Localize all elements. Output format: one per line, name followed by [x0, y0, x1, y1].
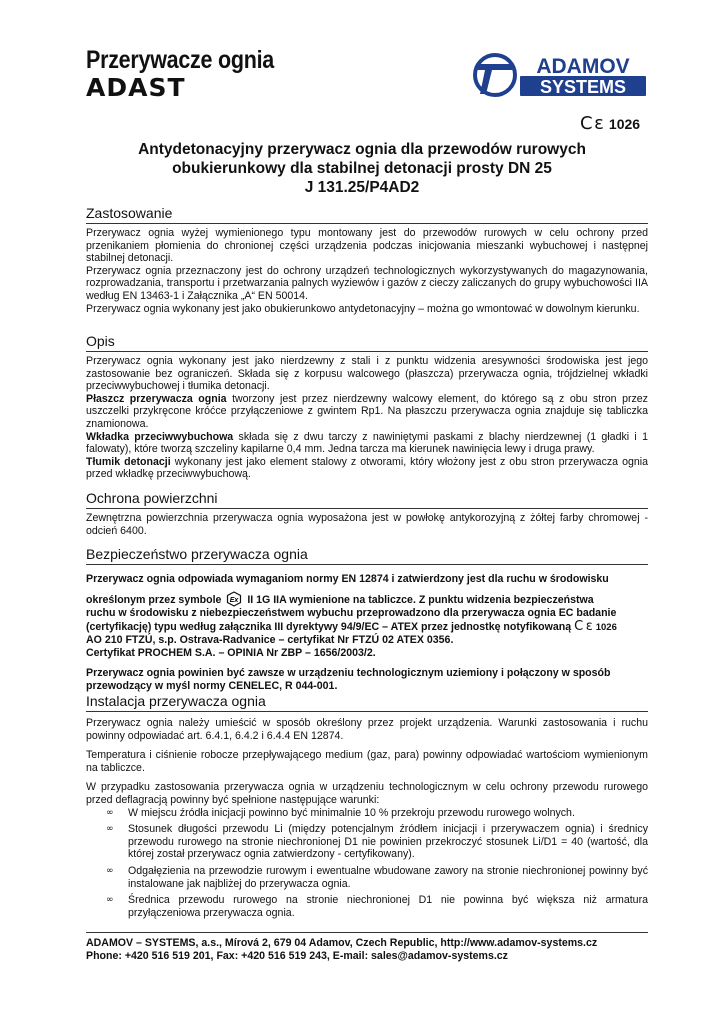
adamov-systems-logo: [472, 52, 648, 98]
section-heading: Ochrona powierzchni: [86, 490, 648, 509]
paragraph: [86, 393, 648, 431]
term: Tłumik detonacji: [86, 455, 171, 468]
section-ochrona: [86, 490, 648, 537]
paragraph: Przerywacz ognia wykonany jest jako nierdzewny z stali i z punktu widzenia aresywności środowiska jest jego zastosowanie bez ograniczeń. Składa się z korpusu walcowego (płaszcza) przerywacza ognia, trójdzielnej wkładki przeciwwybuchowej i tłumika detonacji.: [86, 355, 648, 393]
paragraph: Certyfikat PROCHEM S.A. – OPINIA Nr ZBP – 1656/2003/2.: [86, 647, 376, 659]
term: Wkładka przeciwwybuchowa: [86, 430, 234, 443]
conditions-list: [86, 807, 648, 920]
text: (certyfikację) typu według załącznika III dyrektywy 94/9/EC – ATEX przez jednostkę notyfikowaną: [86, 621, 572, 633]
paragraph: W przypadku zastosowania przerywacza ognia w urządzeniu technologicznym w celu ochrony przewodu rurowego przed deflagracją powinny być spełnione następujące warunki:: [86, 781, 648, 806]
paragraph: Przerywacz ognia wyżej wymienionego typu montowany jest do przewodów rurowych w celu ochrony przed przenikaniem płomienia do chronionej części urządzenia podczas inicjowania mieszanki wybuchowej i następnej stabilnej detonacji.: [86, 227, 648, 265]
bullet-icon: ∞: [106, 865, 114, 876]
list-item: [86, 823, 648, 861]
list-item-text: Odgałęzienia na przewodzie rurowym i ewentualne wbudowane zawory na stronie niechronionej powinny być instalowane jak najbliżej do przerywacza ognia.: [128, 864, 648, 890]
ce-number: 1026: [595, 622, 617, 633]
section-heading: Zastosowanie: [86, 205, 648, 224]
document-title: [86, 140, 638, 197]
list-item-text: Stosunek długości przewodu Li (między potencjalnym źródłem inicjacji i przerywaczem ognia) i średnicy przewodu rurowego na stronie niechronionej D1 nie powinien przekroczyć stosunek Li/D1 = 40 (wartość, dla której został przerywacz ognia zatwierdzony - certyfikowany).: [128, 823, 648, 861]
bullet-icon: ∞: [106, 807, 114, 818]
text: określonym przez symbole: [86, 594, 222, 606]
ce-mark: [580, 113, 640, 134]
paragraph: Przerywacz ognia odpowiada wymaganiom normy EN 12874 i zatwierdzony jest dla ruchu w środowisku: [86, 573, 609, 585]
logo-line1: ADAMOV: [536, 55, 630, 78]
svg-text:Ex: Ex: [230, 597, 239, 604]
list-item-text: W miejscu źródła inicjacji powinno być minimalnie 10 % przekroju przewodu rurowego wolnych.: [128, 806, 575, 819]
adast-brand: ADAST: [86, 73, 186, 102]
paragraph-text: tworzony jest przez nierdzewny walcowy element, do którego są z obu stron przez uszczelki przykręcone króćce przyłączeniowe z gwintem Rp1. Na płaszczu przerywacza ognia znajduje się tabliczka znamionowa.: [86, 392, 648, 430]
ex-hexagon-icon: [226, 591, 242, 607]
paragraph-text: składa się z dwu tarczy z nawiniętymi paskami z blachy nierdzewnej (1 gładki i 1 falowaty), które tworzą szczeliny kapilarne 0,4 mm. Jedna tarcza ma kierunek nawinięcia lewy i druga prawy.: [86, 430, 648, 456]
list-item: [86, 865, 648, 890]
bullet-icon: ∞: [106, 824, 114, 835]
paragraph: [86, 620, 648, 634]
paragraph: [86, 431, 648, 456]
bullet-icon: ∞: [106, 895, 114, 906]
title-line-3: J 131.25/P4AD2: [304, 179, 420, 196]
term: Płaszcz przerywacza ognia: [86, 392, 227, 405]
paragraph: [86, 591, 648, 607]
page-footer: [86, 932, 648, 963]
logo-line2: SYSTEMS: [539, 77, 627, 97]
page-header-title: Przerywacze ognia: [86, 46, 275, 74]
paragraph: Przerywacz ognia wykonany jest jako obukierunkowo antydetonacyjny – można go wmontować w dowolnym kierunku.: [86, 302, 640, 315]
list-item: [86, 807, 648, 820]
paragraph: Przerywacz ognia należy umieścić w sposób określony przez projekt urządzenia. Warunki zastosowania i ruchu powinny odpowiadać art. 6.4.1, 6.4.2 i 6.4.4 EN 12874.: [86, 717, 648, 742]
paragraph: Temperatura i ciśnienie robocze przepływającego medium (gaz, para) powinny odpowiadać wartościom wymienionym na tabliczce.: [86, 749, 648, 774]
section-instalacja: [86, 693, 648, 923]
section-zastosowanie: [86, 205, 648, 315]
section-heading: Bezpieczeństwo przerywacza ognia: [86, 546, 648, 565]
ce-icon: C ε: [574, 619, 593, 634]
section-opis: [86, 333, 648, 481]
section-heading: Instalacja przerywacza ognia: [86, 693, 648, 712]
section-bezpieczenstwo: [86, 546, 648, 693]
text: II 1G IIA wymienione na tabliczce. Z punktu widzenia bezpieczeństwa: [244, 594, 594, 606]
paragraph: Zewnętrzna powierzchnia przerywacza ognia wyposażona jest w powłokę antykorozyjną z żółtej farby chromowej - odcień 6400.: [86, 512, 648, 537]
paragraph: AO 210 FTZÚ, s.p. Ostrava-Radvanice – certyfikat Nr FTZÚ 02 ATEX 0356.: [86, 634, 454, 646]
paragraph: Przerywacz ognia przeznaczony jest do ochrony urządzeń technologicznych wykorzystywanych do magazynowania, rozprowadzania, transportu i przetwarzania palnych wyziewów i gazów z cieczy zaliczanych do grupy wybuchowości IIA według EN 13463-1 i Załącznika „A“ EN 50014.: [86, 264, 648, 302]
section-heading: Opis: [86, 333, 648, 352]
footer-contact: Phone: +420 516 519 201, Fax: +420 516 519 243, E-mail: sales@adamov-systems.cz: [86, 950, 508, 962]
paragraph: Przerywacz ognia powinien być zawsze w urządzeniu technologicznym uziemiony i połączony w sposób przewodzący w myśl normy CENELEC, R 044-001.: [86, 667, 611, 692]
paragraph-text: wykonany jest jako element stalowy z otworami, który włożony jest z obu stron przerywacza ognia przed wkładkę przeciwwybuchową.: [86, 455, 649, 481]
title-line-1: Antydetonacyjny przerywacz ognia dla przewodów rurowych: [138, 141, 586, 158]
list-item-text: Średnica przewodu rurowego na stronie niechronionej D1 nie powinna być większa niż armatura przyłączeniowa przerywacza ognia.: [128, 894, 648, 919]
list-item: [86, 894, 648, 919]
footer-address: ADAMOV – SYSTEMS, a.s., Mírová 2, 679 04 Adamov, Czech Republic, http://www.adamov-systems.cz: [86, 937, 598, 949]
title-line-2: obukierunkowy dla stabilnej detonacji prosty DN 25: [172, 160, 552, 177]
ce-number: 1026: [608, 115, 641, 132]
paragraph: ruchu w środowisku z niebezpieczeństwem wybuchu przeprowadzono dla przerywacza ognia EC badanie: [86, 607, 617, 619]
ce-icon: C ε: [580, 113, 603, 134]
paragraph: [86, 456, 648, 481]
